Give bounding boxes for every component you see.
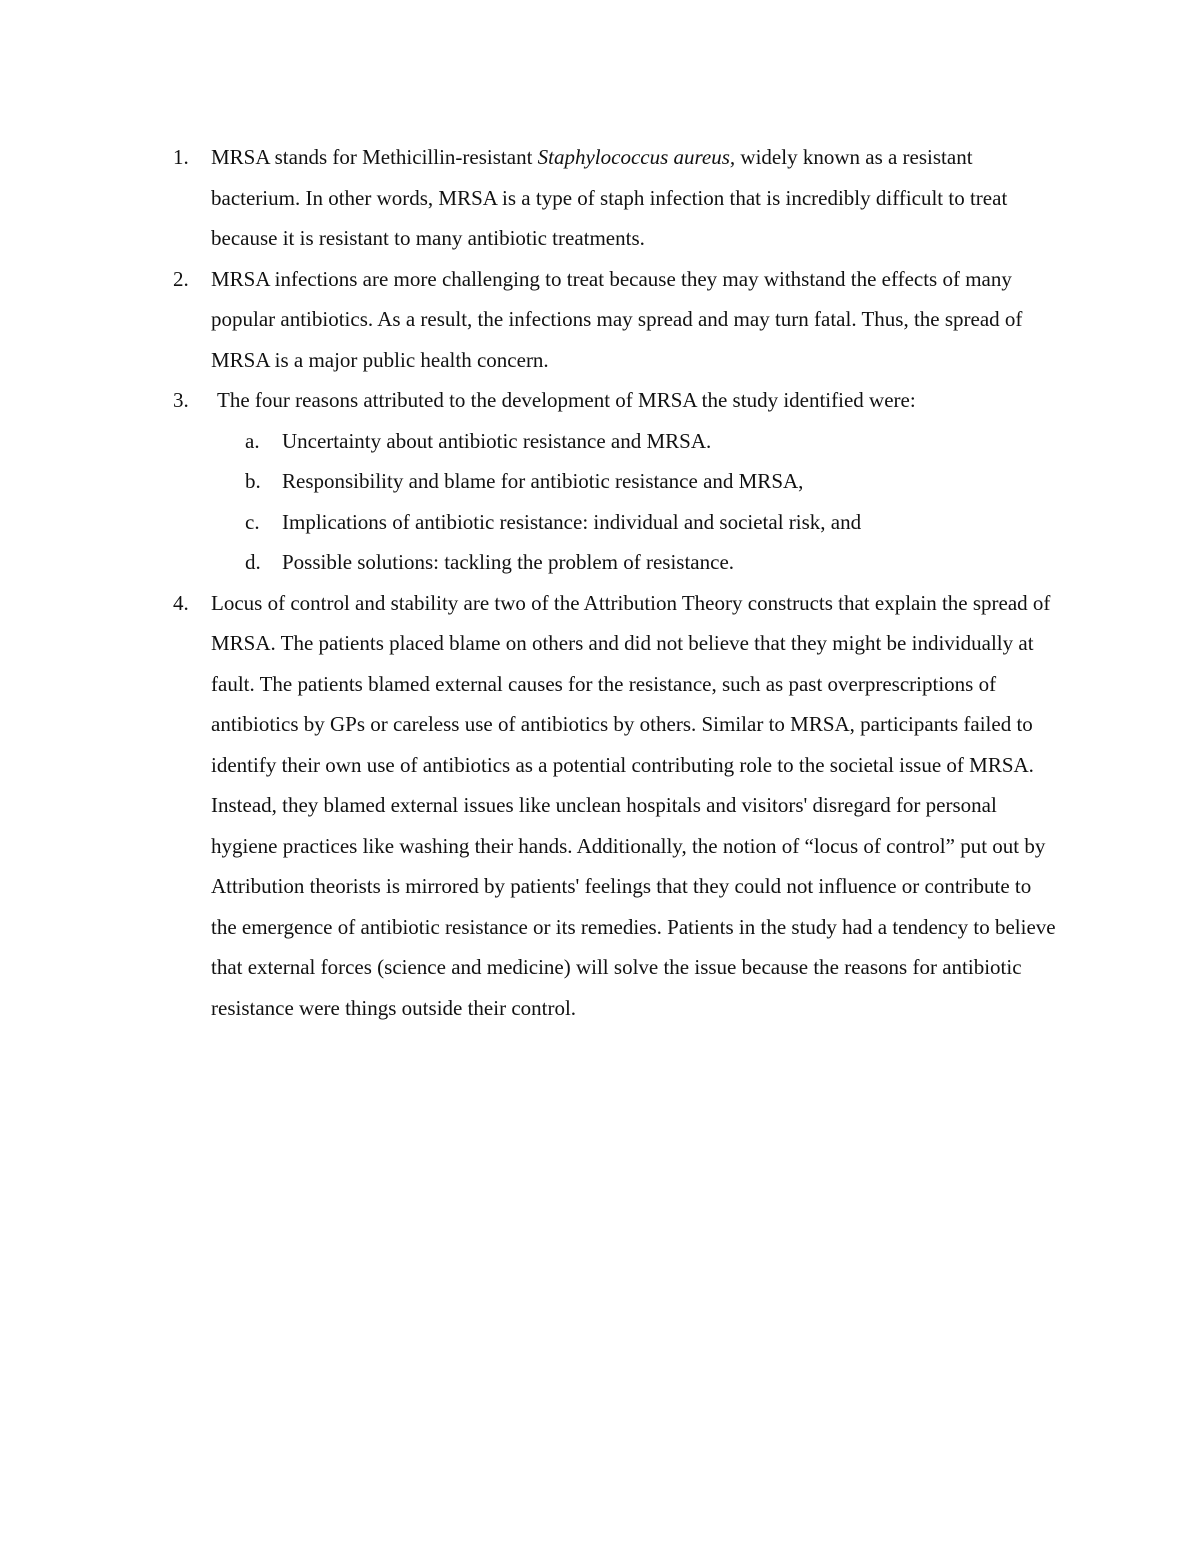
list-item-number: 2. [173, 266, 189, 291]
sublist-item-c [211, 502, 1061, 543]
reasons-sublist [211, 421, 1061, 583]
text-before-italic: MRSA stands for Methicillin-resistant [211, 145, 538, 169]
text-after-italic: widely known as a resistant bacterium. In other words, MRSA is a type of staph infection that is incredibly difficult to treat because it is resistant to many antibiotic treatments. [211, 145, 1008, 250]
answer-list [0, 137, 1200, 1028]
list-item-number: 1. [173, 145, 189, 169]
list-item-2 [0, 259, 1061, 381]
sublist-item-d [211, 542, 1061, 583]
sublist-item-letter: a. [245, 428, 260, 453]
sublist-item-text: Implications of antibiotic resistance: individual and societal risk, and [282, 509, 862, 534]
sublist-item-letter: b. [245, 469, 261, 493]
sublist-item-text: Uncertainty about antibiotic resistance and MRSA. [282, 428, 712, 453]
list-item-text: MRSA infections are more challenging to treat because they may withstand the effects of many popular antibiotics. As a result, the infections may spread and may turn fatal. Thus, the spread of MRSA is a major public health concern. [211, 266, 1023, 372]
list-item-number: 4. [173, 590, 189, 615]
species-name-italic: Staphylococcus aureus, [537, 145, 736, 169]
list-item-text: The four reasons attributed to the development of MRSA the study identified were: [217, 388, 916, 412]
sublist-item-b [211, 461, 1061, 502]
list-item-3 [0, 380, 1061, 583]
sublist-item-a [211, 421, 1061, 462]
list-item-1 [0, 137, 1061, 259]
list-item-4 [0, 583, 1061, 1029]
list-item-number: 3. [173, 388, 189, 412]
sublist-item-letter: d. [245, 550, 261, 574]
sublist-item-letter: c. [245, 509, 260, 534]
sublist-item-text: Responsibility and blame for antibiotic resistance and MRSA, [282, 469, 804, 493]
list-item-text: Locus of control and stability are two of the Attribution Theory constructs that explain the spread of MRSA. The patients placed blame on others and did not believe that they might be individually at fault. The patients blamed external causes for the resistance, such as past overprescriptions of antibiotics by GPs or careless use of antibiotics by others. Similar to MRSA, participants failed to identify their own use of antibiotics as a potential contributing role to the societal issue of MRSA. Instead, they blamed external issues like unclean hospitals and visitors' disregard for personal hygiene practices like washing their hands. Additionally, the notion of “locus of control” put out by Attribution theorists is mirrored by patients' feelings that they could not influence or contribute to the emergence of antibiotic resistance or its remedies. Patients in the study had a tendency to believe that external forces (science and medicine) will solve the issue because the reasons for antibiotic resistance were things outside their control. [211, 590, 1056, 1020]
list-item-text [211, 145, 1007, 250]
sublist-item-text: Possible solutions: tackling the problem of resistance. [282, 550, 735, 574]
